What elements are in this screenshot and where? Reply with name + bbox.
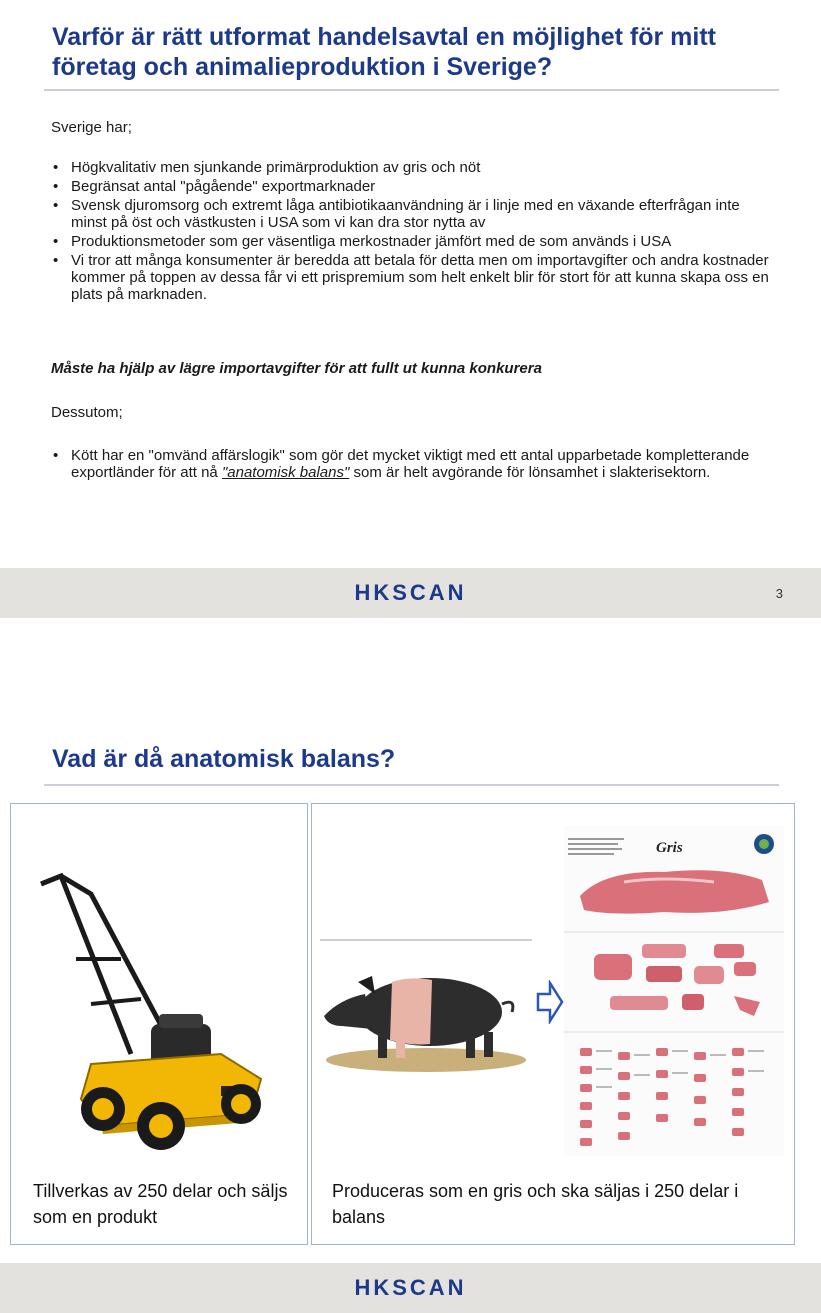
bullet-list xyxy=(51,159,771,305)
title-divider xyxy=(44,784,779,786)
bullet-item: • Begränsat antal "pågående" exportmarknader xyxy=(51,178,771,195)
hkscan-logo: HKSCAN xyxy=(354,1275,467,1300)
bullet-item: • Svensk djuromsorg och extremt låga antibiotikaanvändning är i linje med en växande efterfrågan inte minst på öst och västkusten i USA som vi kan dra stor nytta av xyxy=(51,197,771,231)
bullet-item: • Högkvalitativ men sjunkande primärproduktion av gris och nöt xyxy=(51,159,771,176)
lawnmower-panel xyxy=(10,803,308,1245)
slide2-title: Vad är då anatomisk balans? xyxy=(52,745,396,773)
bullet-text: Kött har en "omvänd affärslogik" som gör det mycket viktigt med ett antal upparbetade kompletterande exportländer för att nå xyxy=(71,447,750,481)
lawnmower-image xyxy=(21,864,281,1154)
arrow-right-icon xyxy=(536,980,564,1024)
pig-caption: Produceras som en gris och ska säljas i 250 delar i balans xyxy=(332,1181,739,1227)
intro-text: Sverige har; xyxy=(51,119,132,136)
bullet-item: • Vi tror att många konsumenter är beredda att betala för detta men om importavgifter och andra kostnader kommer på toppen av dessa får vi ett prispremium som helt enkelt blir för stort för att kunna skapa oss en plats på marknaden. xyxy=(51,252,771,303)
dessutom-text: Dessutom; xyxy=(51,404,123,421)
title-divider xyxy=(44,89,779,91)
emphasis-text: Måste ha hjälp av lägre importavgifter för att fullt ut kunna konkurera xyxy=(51,360,542,377)
divider-line xyxy=(320,939,532,941)
footer xyxy=(0,1263,821,1313)
pig-image xyxy=(320,954,532,1074)
pig-panel xyxy=(311,803,795,1245)
footer xyxy=(0,568,821,618)
lawnmower-caption: Tillverkas av 250 delar och säljs som en produkt xyxy=(33,1181,288,1227)
pork-cuts-poster xyxy=(564,826,784,1156)
bullet-list-2 xyxy=(51,447,771,483)
bullet-text: som är helt avgörande för lönsamhet i slakterisektorn. xyxy=(349,464,711,481)
poster-title: Gris xyxy=(656,840,683,856)
bullet-item: • Produktionsmetoder som ger väsentliga merkostnader jämfört med de som används i USA xyxy=(51,233,771,250)
slide1-title: Varför är rätt utformat handelsavtal en möjlighet för mitt företag och animalieproduktion i Sverige? xyxy=(52,23,717,81)
bullet-item xyxy=(51,447,771,481)
hkscan-logo: HKSCAN xyxy=(354,580,467,605)
page-number: 3 xyxy=(775,586,783,601)
anatomisk-balans-term: "anatomisk balans" xyxy=(221,464,350,481)
